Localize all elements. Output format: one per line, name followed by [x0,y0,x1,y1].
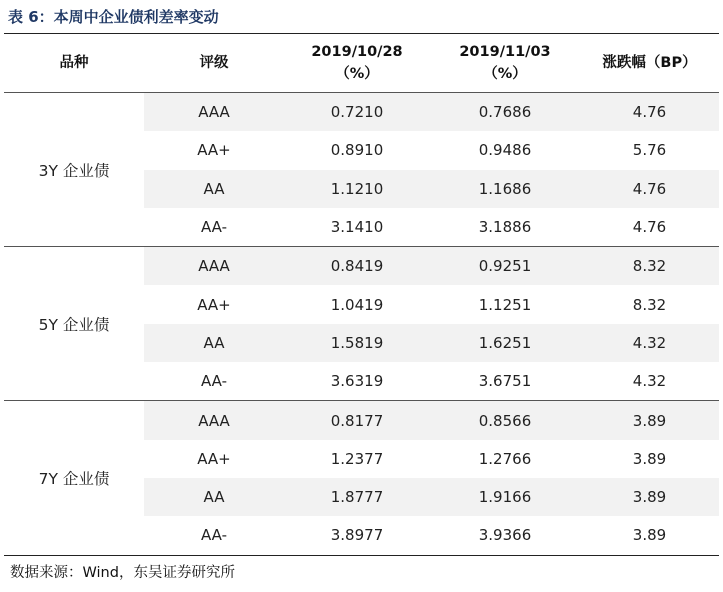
value-cell-date-1: 3.1410 [330,218,384,237]
value-cell-date-2: 3.9366 [478,526,532,545]
group-3y [4,93,719,247]
header-date-2 [430,34,580,93]
value-cell-date-1: 1.1210 [284,170,430,208]
value-cell-date-1: 1.2377 [330,449,384,468]
header-rating: 评级 [144,34,284,93]
change-cell: 4.76 [632,218,667,237]
value-cell-date-1: 0.8419 [284,247,430,286]
value-cell-date-1: 1.0419 [330,295,384,314]
value-cell-date-1: 0.8177 [284,401,430,440]
value-cell-date-1: 0.8910 [330,141,384,160]
change-cell: 8.32 [632,295,667,314]
value-cell-date-2: 0.9486 [478,141,532,160]
rating-cell: AAA [144,93,284,132]
change-cell: 5.76 [632,141,667,160]
change-cell: 3.89 [580,478,719,516]
rating-cell: AA [144,324,284,362]
header-date-1-line2: （%） [335,66,379,82]
data-source-note: 数据来源：Wind，东吴证券研究所 [10,565,235,581]
value-cell-date-1: 0.7210 [284,93,430,132]
value-cell-date-2: 0.7686 [430,93,580,132]
value-cell-date-2: 3.1886 [478,218,532,237]
header-change-bp: 涨跌幅（BP） [580,34,719,93]
rating-cell: AA- [200,218,228,237]
value-cell-date-1: 3.8977 [330,526,384,545]
value-cell-date-1: 1.8777 [284,478,430,516]
table-row [4,247,719,286]
group-7y [4,401,719,555]
change-cell: 4.76 [580,170,719,208]
value-cell-date-1: 3.6319 [330,372,384,391]
table-row [4,401,719,440]
header-date-2-line2: （%） [483,66,527,82]
header-date-2-line1: 2019/11/03 [459,44,551,60]
value-cell-date-1: 1.5819 [284,324,430,362]
rating-cell: AA+ [197,295,231,314]
value-cell-date-2: 0.8566 [430,401,580,440]
value-cell-date-2: 1.1686 [430,170,580,208]
value-cell-date-2: 1.6251 [430,324,580,362]
table-header [4,34,719,93]
group-5y [4,247,719,401]
change-cell: 3.89 [632,449,667,468]
table-title: 表 6：本周中企业债利差率变动 [8,8,219,26]
group-label: 3Y 企业债 [4,93,144,247]
spread-change-table [4,33,719,556]
rating-cell: AAA [144,247,284,286]
value-cell-date-2: 3.6751 [478,372,532,391]
rating-cell: AA [144,478,284,516]
group-label: 7Y 企业债 [4,401,144,555]
change-cell: 4.76 [580,93,719,132]
value-cell-date-2: 1.9166 [430,478,580,516]
header-row [4,34,719,93]
value-cell-date-2: 1.1251 [478,295,532,314]
change-cell: 8.32 [580,247,719,286]
change-cell: 3.89 [632,526,667,545]
value-cell-date-2: 0.9251 [430,247,580,286]
group-label: 5Y 企业债 [4,247,144,401]
rating-cell: AA [144,170,284,208]
change-cell: 4.32 [632,372,667,391]
table-row [4,93,719,132]
rating-cell: AA+ [197,141,231,160]
change-cell: 3.89 [580,401,719,440]
header-date-1-line1: 2019/10/28 [311,44,403,60]
value-cell-date-2: 1.2766 [478,449,532,468]
change-cell: 4.32 [580,324,719,362]
header-date-1 [284,34,430,93]
rating-cell: AA+ [197,449,231,468]
rating-cell: AA- [200,526,228,545]
rating-cell: AA- [200,372,228,391]
header-variety: 品种 [4,34,144,93]
rating-cell: AAA [144,401,284,440]
